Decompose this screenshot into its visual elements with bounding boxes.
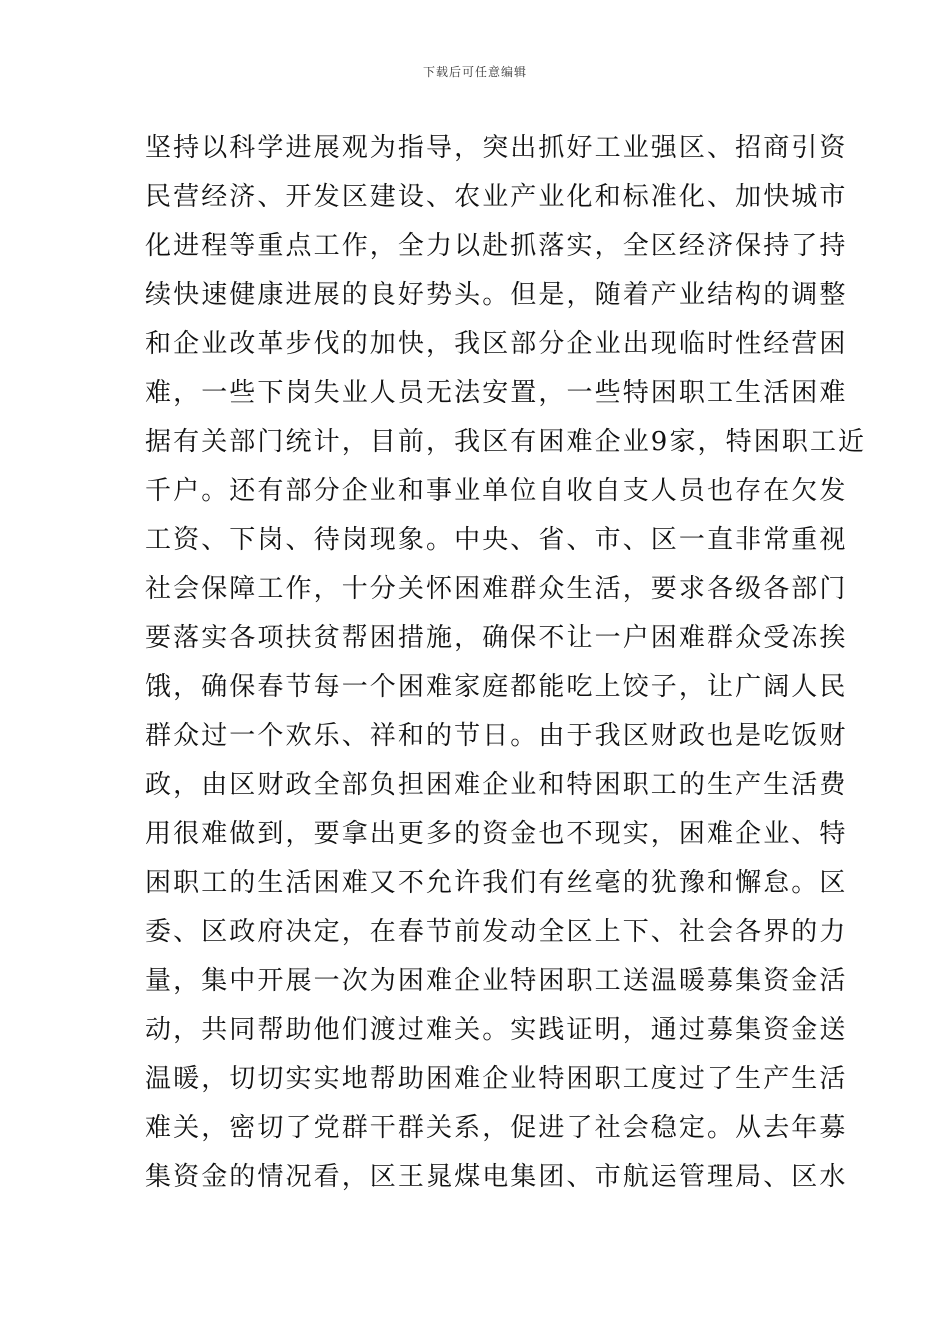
- text-line: 量，集中开展一次为困难企业特困职工送温暖募集资金活: [145, 966, 848, 996]
- text-line: 困职工的生活困难又不允许我们有丝毫的犹豫和懈怠。区: [145, 868, 848, 898]
- text-line: 化进程等重点工作，全力以赴抓落实，全区经济保持了持: [145, 231, 848, 261]
- text-line: 难，一些下岗失业人员无法安置，一些特困职工生活困难: [145, 378, 848, 408]
- text-line: 饿，确保春节每一个困难家庭都能吃上饺子，让广阔人民: [145, 672, 848, 702]
- text-line: 社会保障工作，十分关怀困难群众生活，要求各级各部门: [145, 574, 848, 604]
- text-line: 续快速健康进展的良好势头。但是，随着产业结构的调整: [145, 280, 848, 310]
- text-line: 政，由区财政全部负担困难企业和特困职工的生产生活费: [145, 770, 848, 800]
- text-line: 和企业改革步伐的加快，我区部分企业出现临时性经营困: [145, 329, 848, 359]
- body-text: [145, 124, 867, 1202]
- text-line: 委、区政府决定，在春节前发动全区上下、社会各界的力: [145, 917, 848, 947]
- text-line: 集资金的情况看，区王晁煤电集团、市航运管理局、区水: [145, 1162, 848, 1192]
- text-line: 据有关部门统计，目前，我区有困难企业9家，特困职工近: [145, 427, 867, 457]
- text-line: 千户。还有部分企业和事业单位自收自支人员也存在欠发: [145, 476, 848, 506]
- text-line: 工资、下岗、待岗现象。中央、省、市、区一直非常重视: [145, 525, 848, 555]
- text-line: 群众过一个欢乐、祥和的节日。由于我区财政也是吃饭财: [145, 721, 848, 751]
- page-header: 下载后可任意编辑: [422, 65, 527, 79]
- text-line: 坚持以科学进展观为指导，突出抓好工业强区、招商引资: [145, 133, 848, 163]
- text-line: 温暖，切切实实地帮助困难企业特困职工度过了生产生活: [145, 1064, 848, 1094]
- text-line: 要落实各项扶贫帮困措施，确保不让一户困难群众受冻挨: [145, 623, 848, 653]
- text-line: 民营经济、开发区建设、农业产业化和标准化、加快城市: [145, 182, 848, 212]
- text-line: 用很难做到，要拿出更多的资金也不现实，困难企业、特: [145, 819, 848, 849]
- text-line: 动，共同帮助他们渡过难关。实践证明，通过募集资金送: [145, 1015, 848, 1045]
- text-line: 难关，密切了党群干群关系，促进了社会稳定。从去年募: [145, 1113, 848, 1143]
